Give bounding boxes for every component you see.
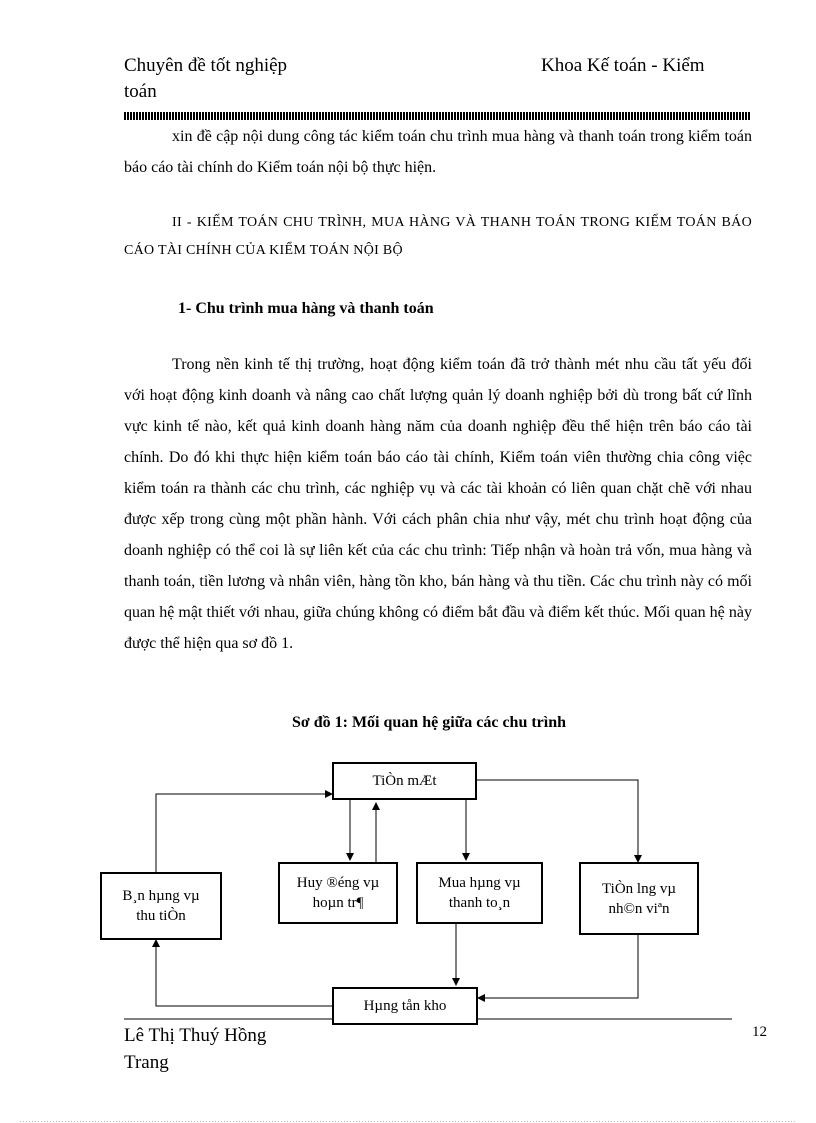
node-inventory-label: Hµng tån kho <box>363 998 447 1014</box>
node-cash-label: TiÒn mÆt <box>372 773 437 789</box>
footer-author-line2: Trang <box>124 1052 169 1073</box>
page-number: 12 <box>752 1024 767 1040</box>
node-cash <box>332 762 477 800</box>
node-inventory <box>332 987 478 1025</box>
node-capital <box>278 862 398 924</box>
node-payroll <box>579 862 699 935</box>
node-sales <box>100 872 222 940</box>
node-purchase-label: Mua hµng vµ thanh to¸n <box>438 875 521 911</box>
arrow-payroll-to-inventory <box>478 935 638 998</box>
node-purchase <box>416 862 543 924</box>
diagram-title: Sơ đồ 1: Mối quan hệ giữa các chu trình <box>291 714 567 731</box>
page-bottom-edge <box>20 1121 796 1122</box>
arrow-inventory-to-sales <box>156 940 332 1006</box>
subsection-heading: 1- Chu trình mua hàng và thanh toán <box>178 300 434 317</box>
node-sales-label: B¸n hµng vµ thu tiÒn <box>122 888 200 924</box>
header-left-line1: Chuyên đề tốt nghiệp <box>124 55 288 76</box>
intro-paragraph: xin đề cập nội dung công tác kiểm toán chu trình mua hàng và thanh toán trong kiểm toán báo cáo tài chính do Kiểm toán nội bộ thực hiện. <box>124 128 752 176</box>
header-right: Khoa Kế toán - Kiểm <box>541 55 705 76</box>
header-left-line2: toán <box>124 81 157 102</box>
body-paragraph: Trong nền kinh tế thị trường, hoạt động kiểm toán đã trở thành mét nhu cầu tất yếu đối với hoạt động kinh doanh và nâng cao chất lượng quản lý doanh nghiệp bởi dù trong bất cứ lĩnh vực kinh tế nào, kết quả kinh doanh hàng năm của doanh nghiệp đều thể hiện trên báo cáo tài chính. Do đó khi thực hiện kiểm toán báo cáo tài chính, Kiểm toán viên thường chia công việc kiểm toán ra thành các chu trình, các nghiệp vụ và các tài khoản có liên quan chặt chẽ với nhau được xếp trong cùng một phần hành. Với cách phân chia như vậy, mét chu trình hoạt động của doanh nghiệp có thể coi là sự liên kết của các chu trình: Tiếp nhận và hoàn trả vốn, mua hàng và thanh toán, tiền lương và nhân viên, hàng tồn kho, bán hàng và thu tiền. Các chu trình này có mối quan hệ mật thiết với nhau, giữa chúng không có điểm bắt đầu và điểm kết thúc. Mối quan hệ này được thể hiện qua sơ đồ 1. <box>124 356 752 652</box>
footer-author-line1: Lê Thị Thuý Hồng <box>124 1025 267 1046</box>
section-heading: II - KIỂM TOÁN CHU TRÌNH, MUA HÀNG VÀ THANH TOÁN TRONG KIỂM TOÁN BÁO CÁO TÀI CHÍNH CỦA KIỂM TOÁN NỘI BỘ <box>124 215 752 258</box>
node-capital-label: Huy ®éng vµ hoµn tr¶ <box>296 875 380 911</box>
node-payroll-label: TiÒn lng vµ nh©n viªn <box>602 880 676 917</box>
arrow-cash-to-payroll <box>477 780 638 862</box>
arrow-sales-to-cash <box>156 794 332 872</box>
